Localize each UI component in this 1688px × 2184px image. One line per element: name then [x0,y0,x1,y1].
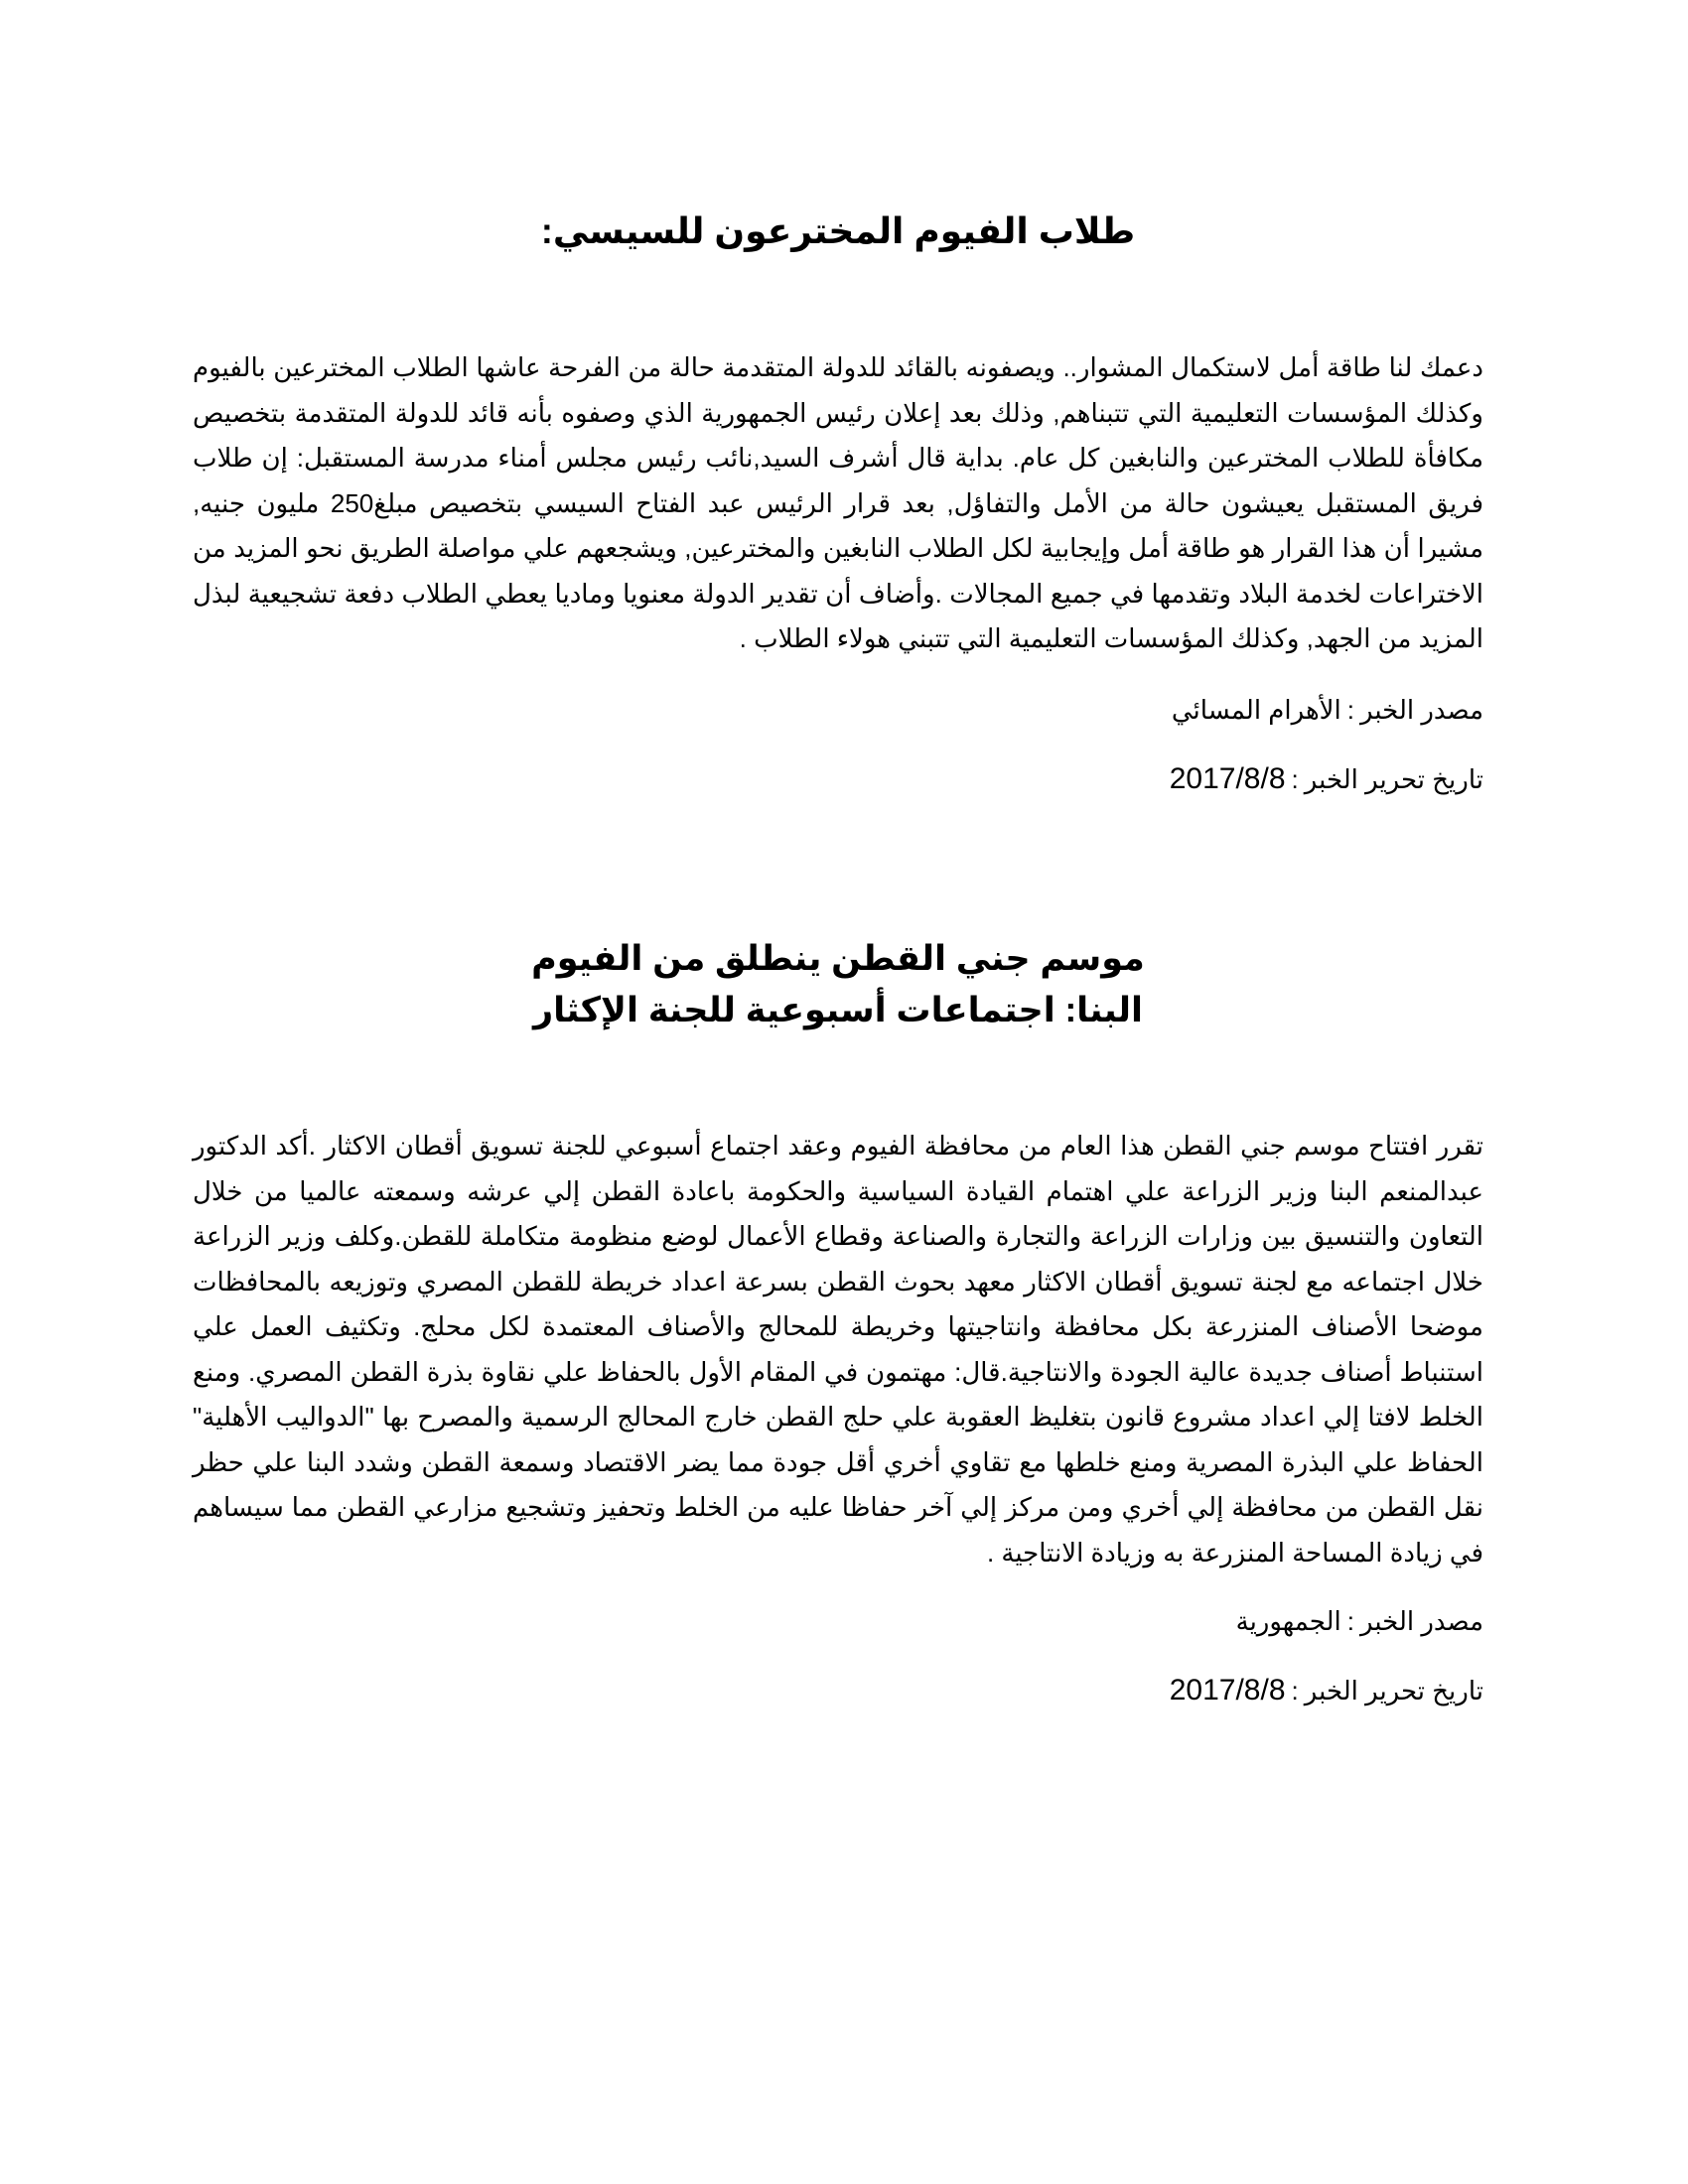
article-title-line-2: البنا: اجتماعات أسبوعية للجنة الإكثار [533,991,1143,1029]
news-source-line: مصدر الخبر:الجمهورية [1235,1606,1483,1636]
article-title [193,933,1483,1036]
news-date-value: 2017/8/8 [1169,761,1286,795]
news-source-label: مصدر الخبر [1359,1606,1483,1636]
article-body: دعمك لنا طاقة أمل لاستكمال المشوار.. ويصفونه بالقائد للدولة المتقدمة حالة من الفرحة عاشها الطلاب المخترعين بالفيوم وكذلك المؤسسات التعليمية التي تتبناهم, وذلك بعد إعلان رئيس الجمهورية الذي وصفوه بأنه قائد للدولة المتقدمة بتخصيص مكافأة للطلاب المخترعين والنابغين كل عام. بداية قال أشرف السيد,نائب رئيس مجلس أمناء مدرسة المستقبل: إن طلاب فريق المستقبل يعيشون حالة من الأمل والتفاؤل, بعد قرار الرئيس عبد الفتاح السيسي بتخصيص مبلغ250 مليون جنيه, مشيرا أن هذا القرار هو طاقة أمل وإيجابية لكل الطلاب النابغين والمخترعين, ويشجعهم علي مواصلة الطريق نحو المزيد من الاختراعات لخدمة البلاد وتقدمها في جميع المجالات .وأضاف أن تقدير الدولة معنويا وماديا يعطي الطلاب دفعة تشجيعية لبذل المزيد من الجهد, وكذلك المؤسسات التعليمية التي تتبني هولاء الطلاب . [193,352,1484,653]
article-cotton-season [193,933,1483,1708]
article-title-line-1: موسم جني القطن ينطلق من الفيوم [531,939,1145,978]
article-fayoum-inventors [193,205,1483,797]
news-date-value: 2017/8/8 [1169,1674,1286,1706]
news-source-label: مصدر الخبر [1359,694,1483,725]
news-source-line: مصدر الخبر:الأهرام المسائي [1171,694,1483,725]
news-date-label: تاريخ تحرير الخبر [1304,763,1483,794]
article-title: طلاب الفيوم المخترعون للسيسي: [540,210,1136,251]
news-date-label: تاريخ تحرير الخبر [1304,1676,1483,1706]
news-date-line: تاريخ تحرير الخبر:2017/8/8 [1169,761,1483,795]
news-source-value: الجمهورية [1235,1606,1341,1636]
article-body: تقرر افتتاح موسم جني القطن هذا العام من محافظة الفيوم وعقد اجتماع أسبوعي للجنة تسويق أقطان الاكثار .أكد الدكتور عبدالمنعم البنا وزير الزراعة علي اهتمام القيادة السياسية والحكومة باعادة القطن إلي عرشه وسمعته عالميا من خلال التعاون والتنسيق بين وزارات الزراعة والتجارة والصناعة وقطاع الأعمال لوضع منظومة متكاملة للقطن.وكلف وزير الزراعة خلال اجتماعه مع لجنة تسويق أقطان الاكثار معهد بحوث القطن بسرعة اعداد خريطة للقطن المصري وتوزيعه بالمحافظات موضحا الأصناف المنزرعة بكل محافظة وانتاجيتها وخريطة للمحالج والأصناف المعتمدة لكل محلج. وتكثيف العمل علي استنباط أصناف جديدة عالية الجودة والانتاجية.قال: مهتمون في المقام الأول بالحفاظ علي نقاوة بذرة القطن المصري. ومنع الخلط لافتا إلي اعداد مشروع قانون بتغليظ العقوبة علي حلج القطن خارج المحالج الرسمية والمصرح بها "الدواليب الأهلية" الحفاظ علي البذرة المصرية ومنع خلطها مع تقاوي أخري أقل جودة مما يضر الاقتصاد وسمعة القطن وشدد البنا علي حظر نقل القطن من محافظة إلي أخري ومن مركز إلي آخر حفاظا عليه من الخلط وتحفيز وتشجيع مزارعي القطن مما سيساهم في زيادة المساحة المنزرعة به وزيادة الانتاجية . [193,1131,1483,1568]
news-date-line: تاريخ تحرير الخبر:2017/8/8 [1169,1674,1483,1706]
news-source-value: الأهرام المسائي [1171,694,1341,725]
